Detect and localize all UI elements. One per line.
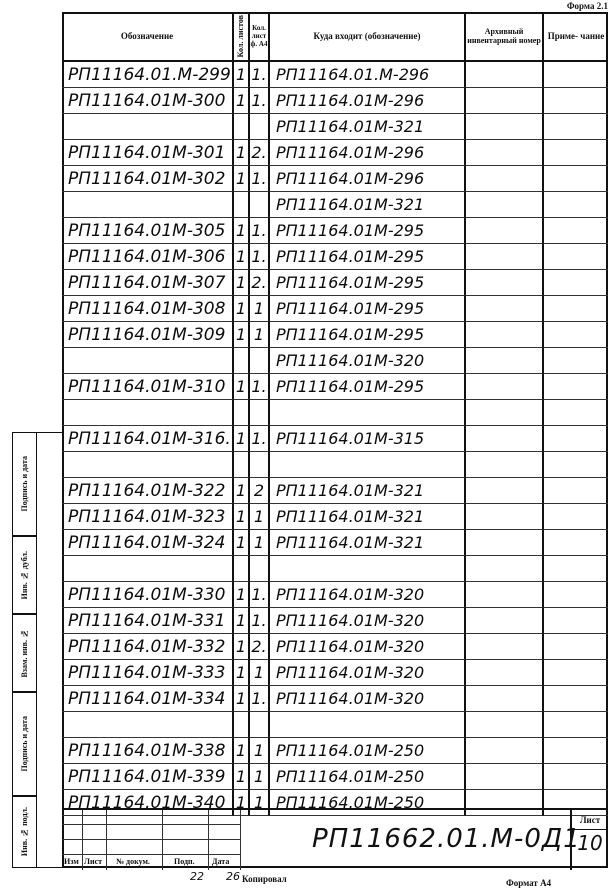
- cell-note: [544, 166, 608, 192]
- cell-where-used: РП11164.01М-295: [270, 270, 466, 296]
- col-date: Дата: [212, 857, 230, 866]
- table-row: [62, 166, 608, 192]
- table-row: [62, 426, 608, 452]
- cell-qty: [234, 452, 250, 478]
- cell-qty: [234, 400, 250, 426]
- header-note: Приме- чание: [544, 12, 608, 62]
- cell-designation: РП11164.01М-322: [62, 478, 234, 504]
- title-block-divider: [240, 810, 241, 870]
- cell-note: [544, 244, 608, 270]
- cell-where-used: РП11164.01М-296: [270, 166, 466, 192]
- header-qty: Кол. листов: [234, 12, 250, 62]
- cell-qty: 1: [234, 504, 250, 530]
- cell-where-used: РП11164.01М-296: [270, 88, 466, 114]
- cell-sheets: [250, 556, 270, 582]
- cell-qty: [234, 348, 250, 374]
- cell-where-used: РП11164.01М-295: [270, 296, 466, 322]
- title-block-divider: [162, 810, 163, 870]
- cell-sheets: 1: [250, 530, 270, 556]
- cell-where-used: РП11164.01М-296: [270, 140, 466, 166]
- table-row: [62, 244, 608, 270]
- cell-sheets: 1: [250, 504, 270, 530]
- cell-note: [544, 218, 608, 244]
- cell-designation: РП11164.01М-333: [62, 660, 234, 686]
- sidebar-inv-dup: Инв. № дубл.: [12, 536, 36, 614]
- cell-designation: [62, 400, 234, 426]
- cell-qty: 1: [234, 270, 250, 296]
- cell-archive: [466, 764, 544, 790]
- cell-archive: [466, 88, 544, 114]
- cell-qty: 1: [234, 166, 250, 192]
- cell-archive: [466, 140, 544, 166]
- cell-archive: [466, 712, 544, 738]
- cell-archive: [466, 660, 544, 686]
- table-row: [62, 452, 608, 478]
- cell-designation: РП11164.01М-316.: [62, 426, 234, 452]
- cell-archive: [466, 478, 544, 504]
- cell-note: [544, 660, 608, 686]
- cell-sheets: 2: [250, 478, 270, 504]
- cell-designation: РП11164.01М-340: [62, 790, 234, 816]
- cell-sheets: 1.: [250, 62, 270, 88]
- cell-designation: РП11164.01М-323: [62, 504, 234, 530]
- cell-where-used: РП11164.01М-295: [270, 322, 466, 348]
- cell-qty: 1: [234, 62, 250, 88]
- cell-where-used: РП11164.01М-321: [270, 114, 466, 140]
- cell-sheets: 1.: [250, 218, 270, 244]
- cell-sheets: 1.: [250, 166, 270, 192]
- cell-qty: 1: [234, 140, 250, 166]
- cell-designation: РП11164.01М-302: [62, 166, 234, 192]
- cell-note: [544, 582, 608, 608]
- cell-note: [544, 478, 608, 504]
- cell-qty: 1: [234, 686, 250, 712]
- header-sheets: Кол. лист ф. А4: [250, 12, 270, 62]
- sheet-number: 10: [577, 831, 603, 855]
- cell-archive: [466, 530, 544, 556]
- cell-designation: РП11164.01М-330: [62, 582, 234, 608]
- table-row: [62, 504, 608, 530]
- cell-designation: [62, 192, 234, 218]
- cell-note: [544, 88, 608, 114]
- cell-qty: [234, 556, 250, 582]
- cell-where-used: РП11164.01М-250: [270, 764, 466, 790]
- col-docno: № докум.: [116, 857, 150, 866]
- cell-archive: [466, 686, 544, 712]
- cell-note: [544, 140, 608, 166]
- cell-note: [544, 374, 608, 400]
- table-row: [62, 764, 608, 790]
- cell-sheets: 2.: [250, 634, 270, 660]
- footer-handwritten-b: 26: [226, 870, 240, 883]
- cell-sheets: 1: [250, 296, 270, 322]
- cell-where-used: РП11164.01М-321: [270, 192, 466, 218]
- cell-where-used: РП11164.01М-315: [270, 426, 466, 452]
- cell-designation: РП11164.01М-339: [62, 764, 234, 790]
- cell-designation: РП11164.01М-331: [62, 608, 234, 634]
- cell-sheets: 1.: [250, 608, 270, 634]
- cell-designation: РП11164.01М-305: [62, 218, 234, 244]
- cell-sheets: 1.: [250, 374, 270, 400]
- cell-designation: РП11164.01М-307: [62, 270, 234, 296]
- cell-archive: [466, 400, 544, 426]
- sidebar-sign-date-bottom: Подпись и дата: [12, 692, 36, 796]
- document-code: РП11662.01.М-0Д1: [312, 824, 581, 854]
- cell-where-used: [270, 712, 466, 738]
- table-row: [62, 660, 608, 686]
- cell-archive: [466, 322, 544, 348]
- sidebar-sign-date-top: Подпись и дата: [12, 432, 36, 536]
- cell-archive: [466, 556, 544, 582]
- cell-qty: [234, 114, 250, 140]
- sheet-box: [570, 810, 608, 870]
- table-row: [62, 556, 608, 582]
- cell-archive: [466, 62, 544, 88]
- footer-format: Формат А4: [506, 878, 552, 888]
- cell-sheets: 1: [250, 322, 270, 348]
- cell-sheets: 1: [250, 738, 270, 764]
- table-row: [62, 738, 608, 764]
- cell-where-used: РП11164.01М-250: [270, 790, 466, 816]
- cell-note: [544, 738, 608, 764]
- cell-sheets: [250, 452, 270, 478]
- cell-sheets: 1: [250, 660, 270, 686]
- cell-archive: [466, 218, 544, 244]
- cell-where-used: РП11164.01М-321: [270, 504, 466, 530]
- cell-archive: [466, 192, 544, 218]
- cell-note: [544, 608, 608, 634]
- table-row: [62, 62, 608, 88]
- cell-archive: [466, 374, 544, 400]
- cell-where-used: РП11164.01.М-296: [270, 62, 466, 88]
- cell-archive: [466, 166, 544, 192]
- cell-designation: РП11164.01М-334: [62, 686, 234, 712]
- title-block-row: [62, 810, 240, 825]
- cell-qty: 1: [234, 296, 250, 322]
- cell-designation: РП11164.01М-301: [62, 140, 234, 166]
- cell-note: [544, 192, 608, 218]
- cell-where-used: РП11164.01М-320: [270, 660, 466, 686]
- cell-qty: 1: [234, 764, 250, 790]
- cell-archive: [466, 582, 544, 608]
- table-row: [62, 530, 608, 556]
- cell-sheets: 2.: [250, 140, 270, 166]
- cell-sheets: 1.: [250, 244, 270, 270]
- cell-sheets: 1.: [250, 426, 270, 452]
- table-row: [62, 478, 608, 504]
- table-row: [62, 582, 608, 608]
- cell-designation: РП11164.01.М-299: [62, 62, 234, 88]
- cell-where-used: [270, 400, 466, 426]
- table-row: [62, 296, 608, 322]
- cell-where-used: [270, 452, 466, 478]
- cell-where-used: РП11164.01М-320: [270, 348, 466, 374]
- cell-where-used: РП11164.01М-295: [270, 374, 466, 400]
- cell-archive: [466, 634, 544, 660]
- cell-archive: [466, 452, 544, 478]
- col-sheet: Лист: [84, 857, 103, 866]
- cell-qty: 1: [234, 322, 250, 348]
- cell-sheets: 1: [250, 790, 270, 816]
- cell-designation: [62, 556, 234, 582]
- table-row: [62, 348, 608, 374]
- table-row: [62, 374, 608, 400]
- cell-note: [544, 764, 608, 790]
- table-row: [62, 88, 608, 114]
- sheet-label: Лист: [572, 810, 608, 830]
- cell-where-used: РП11164.01М-320: [270, 634, 466, 660]
- table-row: [62, 686, 608, 712]
- cell-where-used: РП11164.01М-295: [270, 244, 466, 270]
- col-sign: Подп.: [174, 857, 195, 866]
- cell-qty: 1: [234, 530, 250, 556]
- cell-note: [544, 322, 608, 348]
- cell-designation: РП11164.01М-310: [62, 374, 234, 400]
- cell-sheets: [250, 192, 270, 218]
- form-label: Форма 2.1: [566, 1, 608, 11]
- cell-where-used: РП11164.01М-295: [270, 218, 466, 244]
- cell-note: [544, 296, 608, 322]
- cell-qty: 1: [234, 790, 250, 816]
- title-block-divider: [208, 810, 209, 870]
- cell-archive: [466, 738, 544, 764]
- table-row: [62, 218, 608, 244]
- cell-note: [544, 530, 608, 556]
- table-row: [62, 322, 608, 348]
- cell-where-used: [270, 556, 466, 582]
- header-where-used: Куда входит (обозначение): [270, 12, 466, 62]
- title-block-row: [62, 825, 240, 840]
- cell-where-used: РП11164.01М-320: [270, 608, 466, 634]
- cell-qty: 1: [234, 738, 250, 764]
- cell-qty: 1: [234, 244, 250, 270]
- cell-designation: [62, 712, 234, 738]
- cell-note: [544, 504, 608, 530]
- cell-qty: 1: [234, 582, 250, 608]
- sidebar-repl-inv: Взам. инв. №: [12, 614, 36, 692]
- cell-sheets: [250, 400, 270, 426]
- cell-qty: 1: [234, 426, 250, 452]
- table-row: [62, 634, 608, 660]
- footer-copied: Копировал: [242, 874, 287, 884]
- cell-qty: 1: [234, 634, 250, 660]
- cell-note: [544, 634, 608, 660]
- cell-designation: РП11164.01М-309: [62, 322, 234, 348]
- cell-designation: РП11164.01М-300: [62, 88, 234, 114]
- cell-sheets: 1.: [250, 88, 270, 114]
- cell-note: [544, 686, 608, 712]
- table-row: [62, 192, 608, 218]
- table-row: [62, 114, 608, 140]
- cell-note: [544, 270, 608, 296]
- cell-archive: [466, 270, 544, 296]
- table-row: [62, 140, 608, 166]
- sidebar-blank-cells: [36, 432, 62, 868]
- cell-sheets: [250, 348, 270, 374]
- title-block-row: [62, 840, 240, 855]
- cell-qty: [234, 192, 250, 218]
- cell-designation: РП11164.01М-308: [62, 296, 234, 322]
- cell-note: [544, 556, 608, 582]
- col-change: Изм: [64, 857, 79, 866]
- title-block-divider: [82, 810, 83, 870]
- cell-qty: 1: [234, 374, 250, 400]
- cell-note: [544, 712, 608, 738]
- cell-qty: 1: [234, 88, 250, 114]
- table-row: [62, 712, 608, 738]
- cell-sheets: 1.: [250, 582, 270, 608]
- cell-sheets: 1.: [250, 686, 270, 712]
- cell-archive: [466, 426, 544, 452]
- cell-qty: 1: [234, 218, 250, 244]
- cell-sheets: [250, 114, 270, 140]
- cell-qty: [234, 712, 250, 738]
- cell-where-used: РП11164.01М-321: [270, 478, 466, 504]
- title-block: [62, 808, 608, 868]
- title-block-divider: [106, 810, 107, 870]
- cell-archive: [466, 504, 544, 530]
- cell-where-used: РП11164.01М-321: [270, 530, 466, 556]
- cell-archive: [466, 608, 544, 634]
- cell-designation: РП11164.01М-338: [62, 738, 234, 764]
- cell-qty: 1: [234, 478, 250, 504]
- header-designation: Обозначение: [62, 12, 234, 62]
- cell-where-used: РП11164.01М-320: [270, 686, 466, 712]
- cell-designation: [62, 452, 234, 478]
- footer-handwritten-a: 22: [190, 870, 204, 883]
- cell-where-used: РП11164.01М-250: [270, 738, 466, 764]
- cell-note: [544, 400, 608, 426]
- cell-designation: РП11164.01М-306: [62, 244, 234, 270]
- cell-note: [544, 426, 608, 452]
- cell-designation: [62, 348, 234, 374]
- cell-designation: [62, 114, 234, 140]
- cell-sheets: [250, 712, 270, 738]
- cell-note: [544, 114, 608, 140]
- table-row: [62, 400, 608, 426]
- table-row: [62, 270, 608, 296]
- cell-sheets: 2.: [250, 270, 270, 296]
- cell-designation: РП11164.01М-324: [62, 530, 234, 556]
- cell-archive: [466, 348, 544, 374]
- cell-qty: 1: [234, 608, 250, 634]
- cell-archive: [466, 244, 544, 270]
- cell-note: [544, 62, 608, 88]
- cell-note: [544, 452, 608, 478]
- cell-archive: [466, 114, 544, 140]
- cell-archive: [466, 296, 544, 322]
- sidebar-inv-orig: Инв. № подл.: [12, 796, 36, 868]
- header-archive: Архивный инвентарный номер: [466, 12, 544, 62]
- cell-designation: РП11164.01М-332: [62, 634, 234, 660]
- cell-sheets: 1: [250, 764, 270, 790]
- table-row: [62, 608, 608, 634]
- cell-note: [544, 348, 608, 374]
- cell-qty: 1: [234, 660, 250, 686]
- cell-where-used: РП11164.01М-320: [270, 582, 466, 608]
